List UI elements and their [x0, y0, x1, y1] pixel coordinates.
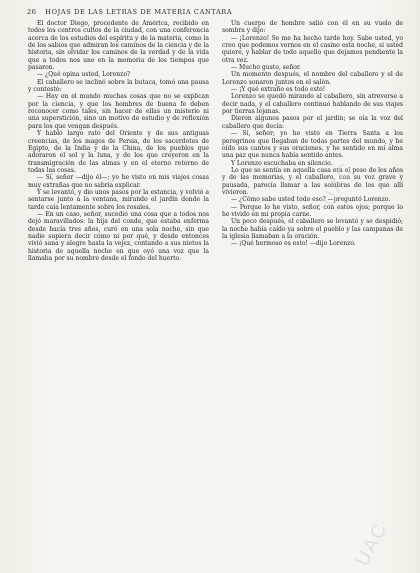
left-paragraph-6: — Sí, señor —dijo él—; yo he visto en mis viajes cosas muy extrañas que no sabría explicar. [28, 174, 209, 189]
left-text-column [28, 20, 209, 560]
left-paragraph-2: — ¿Qué opina usted, Lorenzo? [37, 71, 131, 79]
running-head-title: HOJAS DE LAS LETRAS DE MATERIA CANTARA [45, 8, 233, 16]
right-paragraph-14: — ¡Qué hermoso es esto! —dijo Lorenzo. [231, 240, 356, 248]
right-paragraph-6: Lorenzo se quedó mirando al caballero, sin atreverse a decir nada, y el caballero continuó hablando de sus viajes por tierras lejanas. [222, 93, 403, 116]
right-paragraph-5: — ¡Y qué extraño es todo esto! [231, 86, 326, 94]
right-paragraph-4: Un momento después, el nombre del caballero y el de Lorenzo sonaron juntos en el salón. [222, 71, 403, 86]
left-paragraph-4: — Hay en el mundo muchas cosas que no se explican por la ciencia, y que los hombres de buena fe deben reconocer como tales, sin hacer de ellas un misterio ni una superstición, sino un motivo de estudio y de reflexión para los que vengan después. [28, 93, 209, 130]
right-paragraph-2: — ¡Lorenzo! Se me ha hecho tarde hoy. Sabe usted, yo creo que podemos vernos en el casino esta noche, si usted quiere, y hablar de todo aquello que dejamos pendiente la otra vez. [222, 34, 403, 64]
left-paragraph-5: Y habló largo rato del Oriente y de sus antiguas creencias, de los magos de Persia, de los sacerdotes de Egipto, de la India y de la China, de los pueblos que adoraron el sol y la luna, y de los que creyeron en la transmigración de las almas y en el eterno retorno de todas las cosas. [28, 130, 209, 174]
running-header [27, 6, 397, 18]
right-paragraph-11: — ¿Cómo sabe usted todo eso? —preguntó Lorenzo. [231, 196, 391, 204]
right-paragraph-10: Lo que se sentía en aquella casa era el peso de los años y de las memorias, y el caballero, con su voz grave y pausada, parecía llamar a las sombras de los que allí vivieron. [222, 166, 403, 196]
left-paragraph-3: El caballero se inclinó sobre la butaca, tomó una pausa y contestó: [28, 78, 209, 94]
right-paragraph-13: Un poco después, el caballero se levantó y se despidió; la noche había caído ya sobre el pueblo y las campanas de la iglesia llamaban a la oración. [222, 218, 403, 240]
left-paragraph-7: Y se levantó, y dio unos pasos por la estancia, y volvió a sentarse junto a la ventana, mirando el jardín donde la tarde caía lentamente sobre los rosales. [28, 188, 209, 211]
right-paragraph-8: — Sí, señor; yo he visto en Tierra Santa a los peregrinos que llegaban de todas partes del mundo, y he oído sus cantos y sus oraciones, y he sentido en mi alma una paz que nunca había sentido antes. [222, 130, 403, 160]
right-paragraph-7: Dieron algunos pasos por el jardín; se oía la voz del caballero que decía: [222, 115, 403, 130]
left-paragraph-1: El doctor Diego, procedente de América, recibido en todos los centros cultos de la ciudad, con una conferencia acerca de los estudios del espíritu y de la materia, como la de los sabios que admiran los caminos de la ciencia y de la historia, sin olvidar los caminos de la verdad y de la vida que a todos nos une en la memoria de los tiempos que pasaron. [28, 20, 209, 72]
right-paragraph-1: Un cuerpo de hombre salió con él en su vuelo de sombra y dijo: [222, 20, 403, 35]
page-number: 26 [27, 8, 37, 16]
library-watermark-lower: UAC [352, 519, 393, 570]
right-text-column [222, 20, 403, 560]
library-watermark: UAC [318, 159, 359, 210]
left-paragraph-8: — En un caso, señor, sucedió una cosa que a todos nos dejó maravillados: la hija del conde, que estaba enferma desde hacía tres años, curó en una sola noche, sin que nadie supiera decir cómo ni por qué, y desde entonces vivió sana y alegre hasta la vejez, contando a sus nietos la historia de aquella noche en que oyó una voz que la llamaba por su nombre desde el fondo del huerto. [28, 210, 209, 262]
right-paragraph-3: — Mucho gusto, señor. [231, 64, 302, 72]
right-paragraph-9: Y Lorenzo escuchaba en silencio. [231, 159, 333, 167]
right-paragraph-12: — Porque lo he visto, señor, con estos ojos; porque lo he vivido en mi propia carne. [222, 203, 403, 218]
